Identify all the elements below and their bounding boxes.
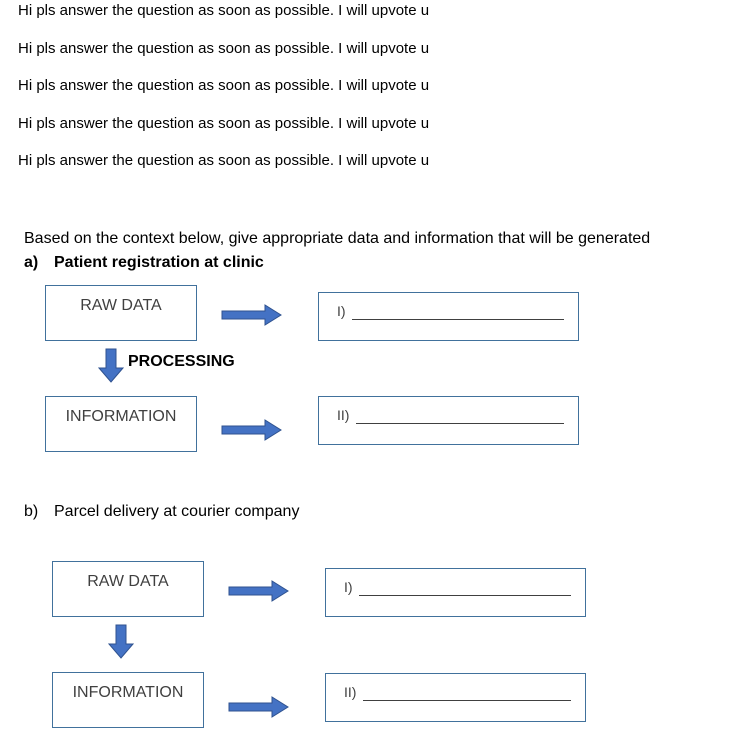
raw-data-box — [52, 561, 204, 617]
question-text: Based on the context below, give appropriate data and information that will be generated — [24, 230, 651, 247]
part-b-marker: b) — [24, 503, 39, 520]
right-arrow-icon — [228, 580, 290, 602]
answer-box[interactable] — [325, 568, 586, 617]
information-label: INFORMATION — [65, 408, 177, 425]
information-label: INFORMATION — [72, 684, 184, 701]
answer-box[interactable] — [325, 673, 586, 722]
information-box — [52, 672, 204, 728]
answer-number: I) — [344, 579, 353, 595]
right-arrow-icon — [221, 304, 283, 326]
intro-line: Hi pls answer the question as soon as possible. I will upvote u — [18, 40, 430, 57]
raw-data-label: RAW DATA — [80, 297, 162, 314]
intro-line: Hi pls answer the question as soon as possible. I will upvote u — [18, 2, 430, 19]
answer-number: II) — [337, 407, 350, 423]
answer-line — [356, 423, 564, 424]
intro-line: Hi pls answer the question as soon as possible. I will upvote u — [18, 152, 430, 169]
right-arrow-icon — [221, 419, 283, 441]
intro-line: Hi pls answer the question as soon as possible. I will upvote u — [18, 77, 430, 94]
down-arrow-icon — [108, 624, 134, 660]
part-a-title: Patient registration at clinic — [54, 254, 264, 271]
answer-number: I) — [337, 303, 346, 319]
right-arrow-icon — [228, 696, 290, 718]
answer-line — [352, 319, 564, 320]
part-a-marker: a) — [24, 254, 39, 271]
raw-data-label: RAW DATA — [87, 573, 169, 590]
answer-box[interactable] — [318, 292, 579, 341]
answer-line — [363, 700, 571, 701]
part-b-title: Parcel delivery at courier company — [54, 503, 300, 520]
information-box — [45, 396, 197, 452]
answer-line — [359, 595, 571, 596]
down-arrow-icon — [98, 348, 124, 384]
processing-label: PROCESSING — [128, 353, 235, 370]
answer-number: II) — [344, 684, 357, 700]
intro-line: Hi pls answer the question as soon as possible. I will upvote u — [18, 115, 430, 132]
raw-data-box — [45, 285, 197, 341]
answer-box[interactable] — [318, 396, 579, 445]
